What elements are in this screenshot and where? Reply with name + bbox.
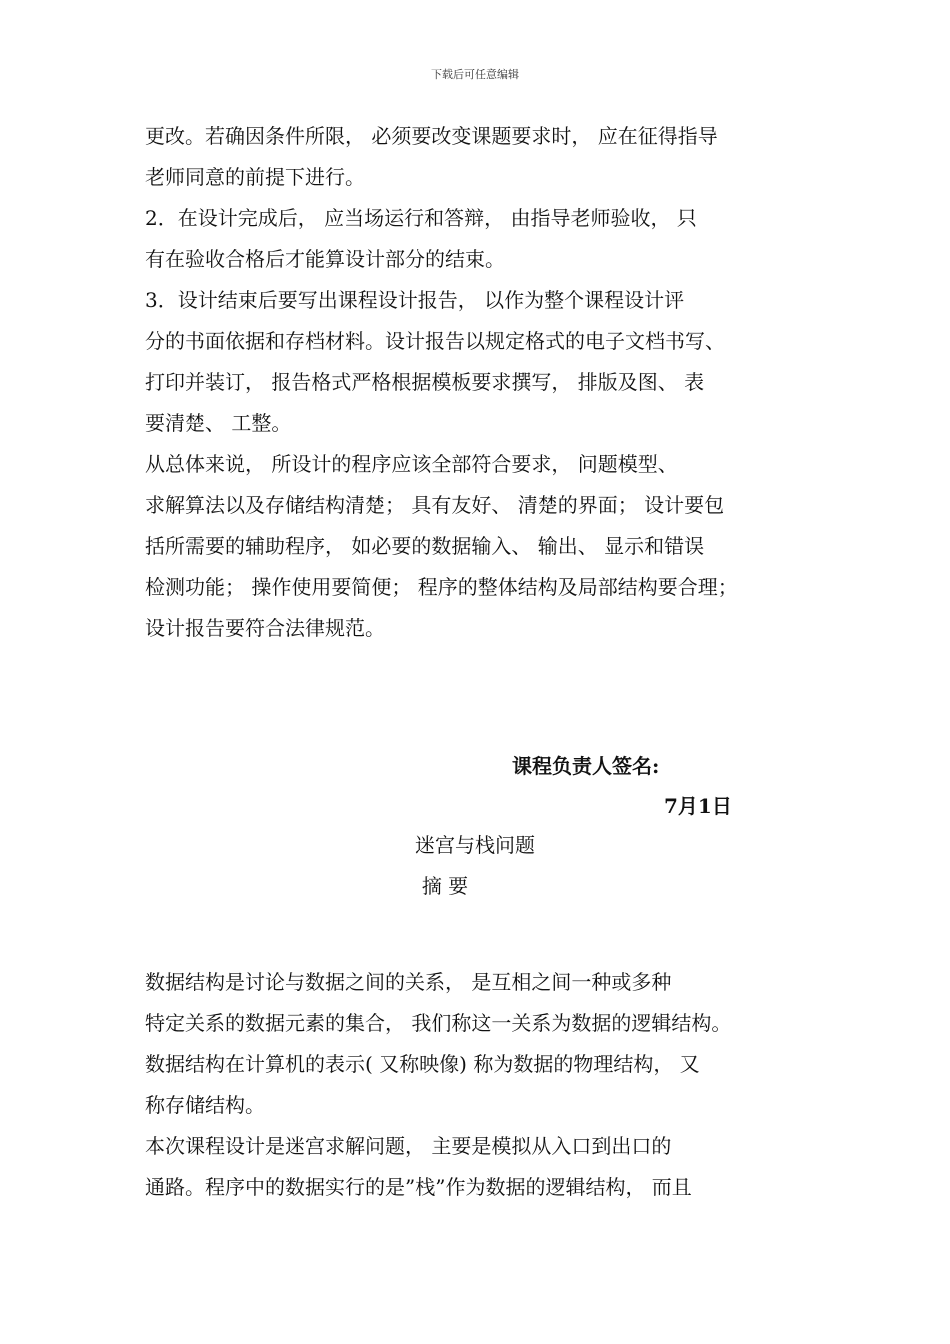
body-text-line: 设计报告要符合法律规范。	[145, 616, 385, 640]
abstract-text-line: 本次课程设计是迷宫求解问题， 主要是模拟从入口到出口的	[145, 1134, 672, 1158]
abstract-text-line: 称存储结构。	[145, 1093, 265, 1117]
header-note: 下载后可任意编辑	[431, 68, 519, 81]
body-text-line: 有在验收合格后才能算设计部分的结束。	[145, 247, 505, 271]
body-text-line: 从总体来说， 所设计的程序应该全部符合要求， 问题模型、	[145, 452, 678, 476]
body-text-line: 打印并装订， 报告格式严格根据模板要求撰写， 排版及图、 表	[145, 370, 705, 394]
body-text-line: 更改。若确因条件所限， 必须要改变课题要求时， 应在征得指导	[145, 124, 718, 148]
body-text-line: 老师同意的前提下进行。	[145, 165, 365, 189]
body-text-line: 2．在设计完成后， 应当场运行和答辩， 由指导老师验收， 只	[145, 206, 697, 230]
abstract-text-line: 数据结构在计算机的表示( 又称映像) 称为数据的物理结构， 又	[145, 1052, 700, 1076]
abstract-text-line: 通路。程序中的数据实行的是”栈”作为数据的逻辑结构， 而且	[145, 1175, 692, 1199]
abstract-text-line: 特定关系的数据元素的集合， 我们称这一关系为数据的逻辑结构。	[145, 1011, 732, 1035]
body-text-line: 分的书面依据和存档材料。设计报告以规定格式的电子文档书写、	[145, 329, 725, 353]
body-text-line: 括所需要的辅助程序， 如必要的数据输入、 输出、 显示和错误	[145, 534, 705, 558]
body-text-line: 要清楚、 工整。	[145, 411, 292, 435]
signature-label: 课程负责人签名:	[512, 754, 660, 778]
abstract-heading: 摘 要	[421, 874, 469, 898]
abstract-text-line: 数据结构是讨论与数据之间的关系， 是互相之间一种或多种	[145, 970, 672, 994]
document-title: 迷宫与栈问题	[415, 833, 535, 857]
body-text-line: 3．设计结束后要写出课程设计报告， 以作为整个课程设计评	[145, 288, 685, 312]
body-text-line: 求解算法以及存储结构清楚； 具有友好、 清楚的界面； 设计要包	[145, 493, 725, 517]
body-text-line: 检测功能； 操作使用要简便； 程序的整体结构及局部结构要合理；	[145, 575, 738, 599]
signature-date: 7月1日	[664, 794, 732, 818]
